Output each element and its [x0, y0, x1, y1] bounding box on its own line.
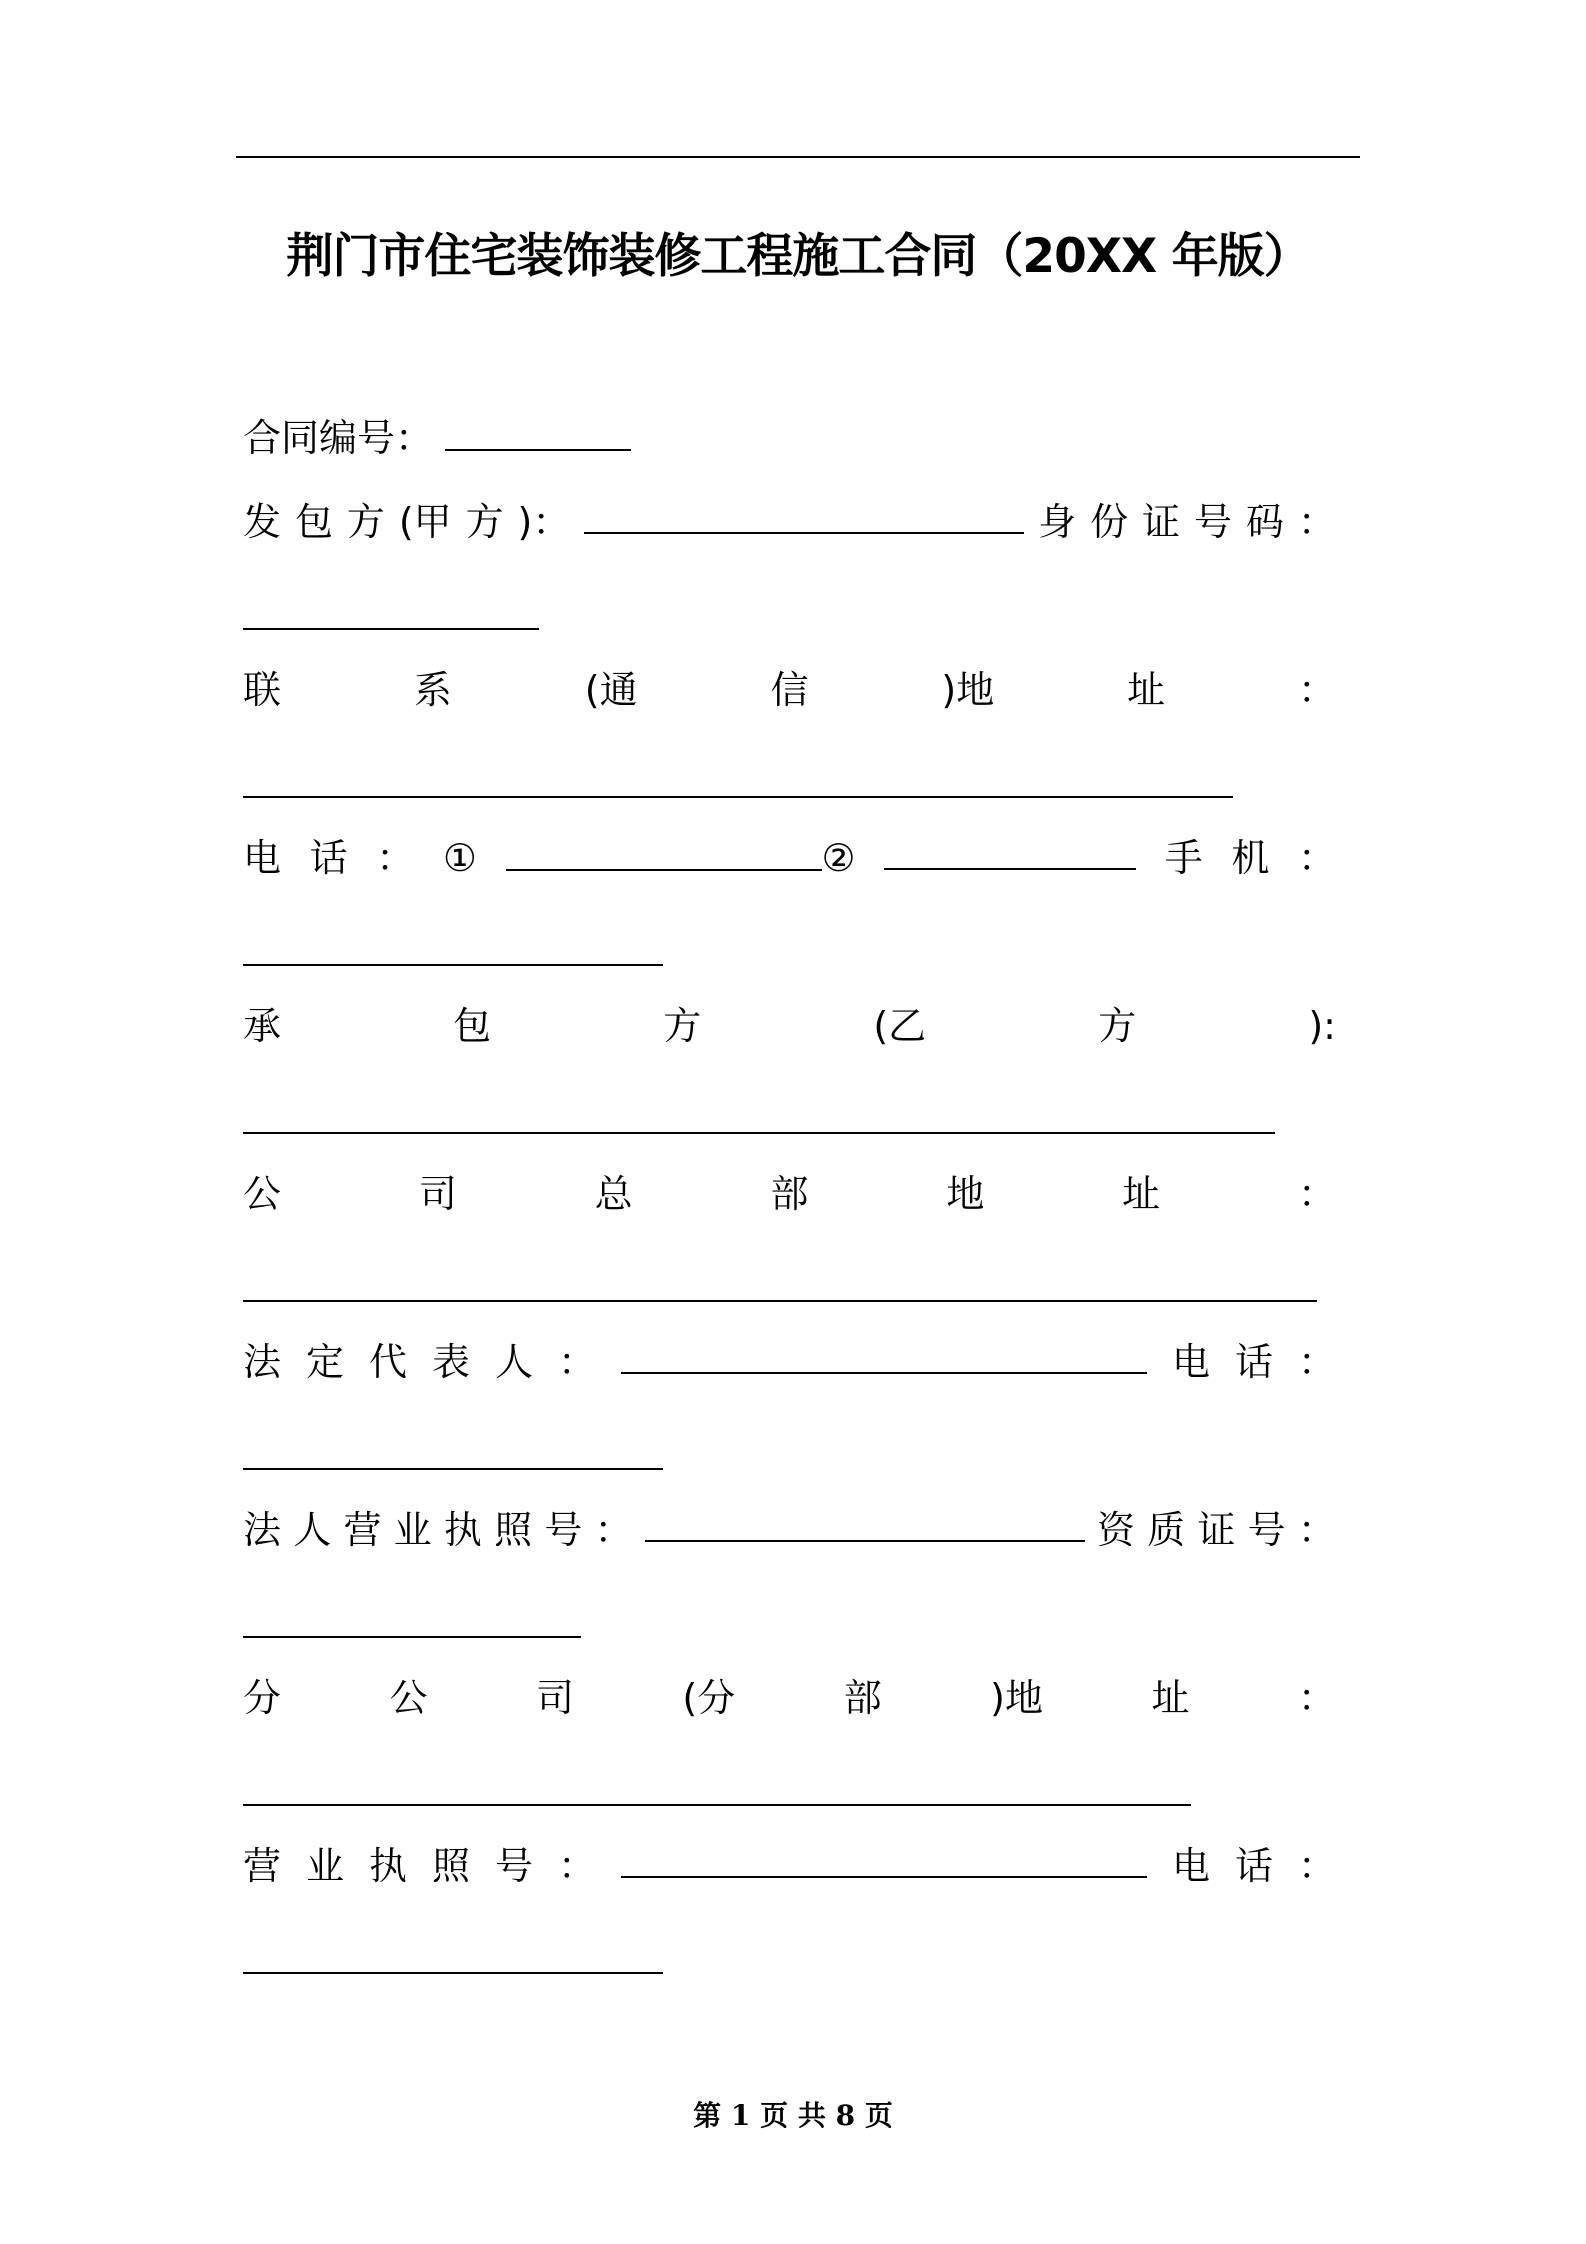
party-a-label-1: 包	[294, 500, 333, 544]
legal-rep-4: 人	[495, 1340, 534, 1384]
page-footer: 第 1 页 共 8 页	[693, 2099, 893, 2132]
qual-3: 号	[1247, 1508, 1286, 1552]
party-a-line	[243, 494, 1336, 550]
license-4: 执	[443, 1508, 482, 1552]
hq-address-1: 司	[418, 1172, 457, 1216]
circle-two: ②	[821, 836, 856, 880]
biz-phone-blank[interactable]	[243, 1972, 663, 1974]
branch-address-1: 公	[389, 1676, 428, 1720]
phone-line	[243, 830, 1336, 886]
branch-address-7: ：	[1297, 1676, 1336, 1720]
phone-label-1: 话	[309, 836, 348, 880]
phone-two-blank[interactable]	[884, 830, 1136, 870]
legal-rep-3: 表	[432, 1340, 471, 1384]
party-b-4: 方	[1098, 1004, 1137, 1048]
party-b-blank[interactable]	[243, 1132, 1275, 1134]
branch-address-line	[243, 1670, 1336, 1726]
legal-rep-line	[243, 1334, 1336, 1390]
license-0: 法	[243, 1508, 282, 1552]
license-line	[243, 1502, 1336, 1558]
qualification-blank[interactable]	[243, 1636, 581, 1638]
legal-rep-blank[interactable]	[621, 1334, 1147, 1374]
hq-address-4: 地	[946, 1172, 985, 1216]
contact-address-2: (通	[584, 668, 638, 712]
branch-address-blank[interactable]	[243, 1804, 1191, 1806]
mobile-blank[interactable]	[243, 964, 663, 966]
branch-address-0: 分	[243, 1676, 282, 1720]
license-1: 人	[293, 1508, 332, 1552]
mobile-label-1: 机	[1231, 836, 1270, 880]
id-label-2: 证	[1142, 500, 1181, 544]
contact-address-6: ：	[1297, 668, 1336, 712]
party-a-name-blank[interactable]	[584, 494, 1024, 534]
party-a-label-0: 发	[243, 500, 282, 544]
id-label-0: 身	[1038, 500, 1077, 544]
biz-phone-1: 话	[1234, 1844, 1273, 1888]
contact-address-line	[243, 662, 1336, 718]
qual-2: 证	[1197, 1508, 1236, 1552]
branch-address-6: 址	[1151, 1676, 1190, 1720]
license-3: 业	[393, 1508, 432, 1552]
biz-license-5: ：	[558, 1844, 597, 1888]
hq-address-0: 公	[243, 1172, 282, 1216]
biz-license-blank[interactable]	[621, 1838, 1147, 1878]
mobile-label-0: 手	[1164, 836, 1203, 880]
contact-address-0: 联	[243, 668, 282, 712]
mobile-label-2: ：	[1297, 836, 1336, 880]
legal-rep-1: 定	[306, 1340, 345, 1384]
party-b-5: ):	[1308, 1004, 1336, 1048]
contact-address-5: 址	[1127, 668, 1166, 712]
party-b-1: 包	[453, 1004, 492, 1048]
legal-rep-0: 法	[243, 1340, 282, 1384]
legal-phone-2: ：	[1297, 1340, 1336, 1384]
id-label-5: ：	[1297, 500, 1336, 544]
hq-address-blank[interactable]	[243, 1300, 1317, 1302]
branch-address-3: (分	[682, 1676, 736, 1720]
biz-phone-2: ：	[1297, 1844, 1336, 1888]
party-b-line	[243, 998, 1336, 1054]
legal-phone-0: 电	[1171, 1340, 1210, 1384]
document-title: 荆门市住宅装饰装修工程施工合同（20XX 年版）	[286, 229, 1310, 284]
legal-phone-blank[interactable]	[243, 1468, 663, 1470]
license-2: 营	[343, 1508, 382, 1552]
party-b-2: 方	[663, 1004, 702, 1048]
contract-number-blank[interactable]	[445, 411, 631, 451]
id-number-blank[interactable]	[243, 628, 539, 630]
legal-rep-5: ：	[558, 1340, 597, 1384]
license-6: 号	[544, 1508, 583, 1552]
biz-license-4: 号	[495, 1844, 534, 1888]
biz-license-3: 照	[432, 1844, 471, 1888]
header-rule	[236, 156, 1360, 158]
branch-address-4: 部	[843, 1676, 882, 1720]
hq-address-line	[243, 1166, 1336, 1222]
hq-address-2: 总	[594, 1172, 633, 1216]
id-label-3: 号	[1193, 500, 1232, 544]
circle-one: ①	[442, 836, 477, 880]
contact-address-blank[interactable]	[243, 796, 1233, 798]
id-label-4: 码	[1245, 500, 1284, 544]
biz-phone-0: 电	[1171, 1844, 1210, 1888]
contract-number-line	[243, 410, 1336, 466]
branch-address-2: 司	[535, 1676, 574, 1720]
biz-license-1: 业	[306, 1844, 345, 1888]
hq-address-3: 部	[770, 1172, 809, 1216]
party-b-3: (乙	[873, 1004, 927, 1048]
license-blank[interactable]	[645, 1502, 1085, 1542]
biz-license-0: 营	[243, 1844, 282, 1888]
biz-license-2: 执	[369, 1844, 408, 1888]
hq-address-5: 址	[1122, 1172, 1161, 1216]
phone-one-blank[interactable]	[506, 831, 822, 871]
hq-address-6: ：	[1297, 1172, 1336, 1216]
party-a-label-5: )：	[517, 500, 571, 544]
branch-address-5: )地	[990, 1676, 1043, 1720]
legal-rep-2: 代	[369, 1340, 408, 1384]
party-b-0: 承	[243, 1004, 282, 1048]
party-a-label-2: 方	[346, 500, 385, 544]
business-license-line	[243, 1838, 1336, 1894]
phone-label-2: ：	[376, 836, 415, 880]
party-a-label-4: 方	[465, 500, 504, 544]
legal-phone-1: 话	[1234, 1340, 1273, 1384]
qual-0: 资	[1096, 1508, 1135, 1552]
qual-4: ：	[1297, 1508, 1336, 1552]
license-5: 照	[494, 1508, 533, 1552]
phone-label-0: 电	[243, 836, 282, 880]
contract-number-label: 合同编号：	[243, 416, 434, 460]
party-a-label-3: (甲	[398, 500, 452, 544]
contact-address-1: 系	[413, 668, 452, 712]
id-label-1: 份	[1090, 500, 1129, 544]
qual-1: 质	[1147, 1508, 1186, 1552]
license-7: ：	[594, 1508, 633, 1552]
contact-address-4: )地	[941, 668, 995, 712]
contact-address-3: 信	[770, 668, 809, 712]
